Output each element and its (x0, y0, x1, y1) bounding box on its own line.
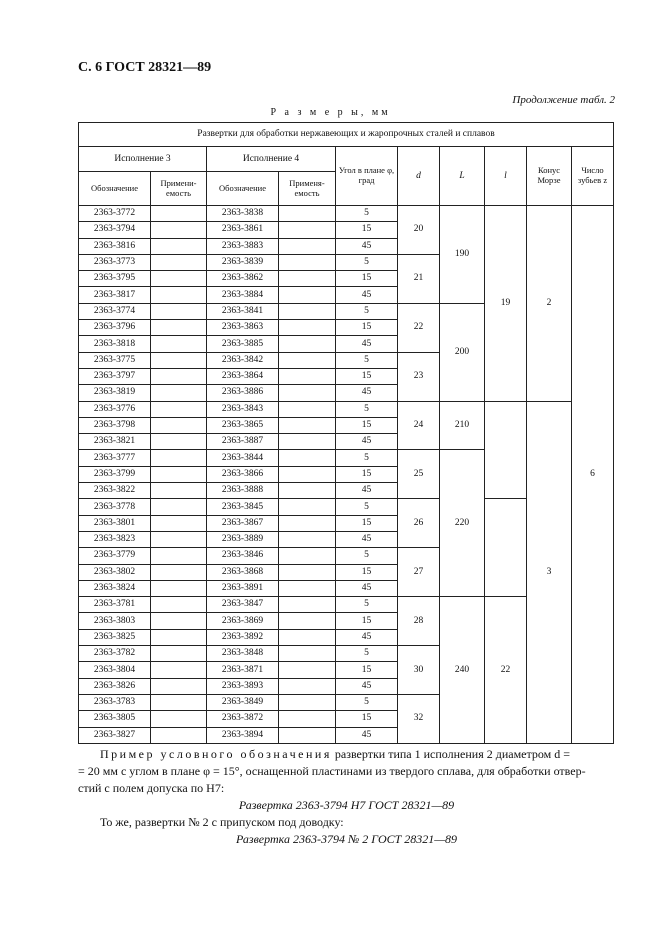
L-cell: 240 (440, 597, 485, 744)
designation-3: 2363-3799 (79, 466, 151, 482)
applicability-cell (279, 531, 336, 547)
designation-3: 2363-3817 (79, 287, 151, 303)
d-cell: 32 (398, 694, 440, 743)
designation-3: 2363-3826 (79, 678, 151, 694)
example-text: развертки типа 1 исполнения 2 диаметром d = (331, 747, 571, 761)
cone-cell: 3 (527, 401, 572, 743)
designation-3: 2363-3824 (79, 580, 151, 596)
applicability-cell (151, 385, 207, 401)
designation-4: 2363-3848 (207, 646, 279, 662)
applicability-cell (279, 466, 336, 482)
header-teeth: Число зубьев z (572, 147, 614, 206)
angle-cell: 15 (336, 466, 398, 482)
designation-3: 2363-3821 (79, 434, 151, 450)
sizes-label: Р а з м е р ы, мм (270, 107, 391, 118)
designation-3: 2363-3801 (79, 515, 151, 531)
applicability-cell (151, 271, 207, 287)
designation-3: 2363-3783 (79, 694, 151, 710)
header-exec4: Исполнение 4 (207, 147, 336, 172)
cone-cell: 2 (527, 206, 572, 402)
applicability-cell (279, 206, 336, 222)
applicability-cell (279, 548, 336, 564)
angle-cell: 45 (336, 385, 398, 401)
applicability-cell (279, 678, 336, 694)
angle-cell: 45 (336, 238, 398, 254)
applicability-cell (151, 254, 207, 270)
designation-example (78, 746, 615, 848)
example-line-3: стий с полем допуска по Н7: (78, 781, 225, 795)
applicability-cell (279, 368, 336, 384)
applicability-cell (151, 515, 207, 531)
designation-4: 2363-3838 (207, 206, 279, 222)
designation-4: 2363-3886 (207, 385, 279, 401)
applicability-cell (151, 629, 207, 645)
header-cone: Конус Морзе (527, 147, 572, 206)
designation-3: 2363-3803 (79, 613, 151, 629)
L-cell: 210 (440, 401, 485, 450)
designation-4: 2363-3883 (207, 238, 279, 254)
applicability-cell (151, 336, 207, 352)
designation-4: 2363-3893 (207, 678, 279, 694)
d-cell: 28 (398, 597, 440, 646)
designation-3: 2363-3776 (79, 401, 151, 417)
angle-cell: 45 (336, 727, 398, 743)
designation-3: 2363-3778 (79, 499, 151, 515)
angle-cell: 15 (336, 271, 398, 287)
designation-3: 2363-3781 (79, 597, 151, 613)
designation-3: 2363-3798 (79, 417, 151, 433)
designation-3: 2363-3802 (79, 564, 151, 580)
table-body (79, 206, 614, 744)
l-cell (485, 499, 527, 597)
designation-example-2: Развертка 2363-3794 № 2 ГОСТ 28321—89 (236, 832, 457, 846)
L-cell: 190 (440, 206, 485, 304)
angle-cell: 5 (336, 450, 398, 466)
designation-3: 2363-3774 (79, 303, 151, 319)
designation-4: 2363-3845 (207, 499, 279, 515)
teeth-cell: 6 (572, 206, 614, 744)
applicability-cell (151, 646, 207, 662)
applicability-cell (279, 222, 336, 238)
angle-cell: 45 (336, 629, 398, 645)
angle-cell: 45 (336, 531, 398, 547)
angle-cell: 15 (336, 222, 398, 238)
applicability-cell (279, 613, 336, 629)
applicability-cell (279, 417, 336, 433)
designation-4: 2363-3884 (207, 287, 279, 303)
applicability-cell (151, 597, 207, 613)
applicability-cell (279, 515, 336, 531)
applicability-cell (151, 303, 207, 319)
header-angle: Угол в плане φ, град (336, 147, 398, 206)
designation-example-1: Развертка 2363-3794 Н7 ГОСТ 28321—89 (238, 798, 455, 812)
applicability-cell (151, 694, 207, 710)
designation-4: 2363-3865 (207, 417, 279, 433)
designation-3: 2363-3795 (79, 271, 151, 287)
page-header: С. 6 ГОСТ 28321—89 (78, 60, 212, 75)
table-group-title: Развертки для обработки нержавеющих и жаропрочных сталей и сплавов (79, 123, 614, 147)
applicability-cell (279, 352, 336, 368)
angle-cell: 5 (336, 548, 398, 564)
designation-4: 2363-3872 (207, 711, 279, 727)
applicability-cell (279, 727, 336, 743)
applicability-cell (279, 694, 336, 710)
applicability-cell (279, 238, 336, 254)
d-cell: 24 (398, 401, 440, 450)
applicability-cell (279, 597, 336, 613)
applicability-cell (151, 499, 207, 515)
designation-3: 2363-3818 (79, 336, 151, 352)
d-cell: 25 (398, 450, 440, 499)
designation-4: 2363-3871 (207, 662, 279, 678)
designation-3: 2363-3775 (79, 352, 151, 368)
header-designation-3: Обозначение (79, 172, 151, 206)
header-L: L (440, 147, 485, 206)
applicability-cell (151, 450, 207, 466)
angle-cell: 15 (336, 613, 398, 629)
designation-4: 2363-3891 (207, 580, 279, 596)
designation-3: 2363-3825 (79, 629, 151, 645)
designation-3: 2363-3797 (79, 368, 151, 384)
designation-3: 2363-3782 (79, 646, 151, 662)
designation-3: 2363-3777 (79, 450, 151, 466)
designation-3: 2363-3822 (79, 483, 151, 499)
l-cell (485, 401, 527, 499)
applicability-cell (151, 466, 207, 482)
applicability-cell (279, 483, 336, 499)
designation-4: 2363-3863 (207, 320, 279, 336)
designation-4: 2363-3861 (207, 222, 279, 238)
applicability-cell (151, 613, 207, 629)
designation-4: 2363-3839 (207, 254, 279, 270)
reamer-spec-table (78, 122, 614, 744)
designation-4: 2363-3889 (207, 531, 279, 547)
applicability-cell (151, 320, 207, 336)
applicability-cell (151, 678, 207, 694)
angle-cell: 5 (336, 206, 398, 222)
applicability-cell (151, 662, 207, 678)
designation-4: 2363-3887 (207, 434, 279, 450)
angle-cell: 5 (336, 254, 398, 270)
example-line-2: = 20 мм с углом в плане φ = 15°, оснащенной пластинами из твердого сплава, для обработки отвер- (78, 764, 586, 778)
designation-3: 2363-3779 (79, 548, 151, 564)
designation-3: 2363-3796 (79, 320, 151, 336)
d-cell: 21 (398, 254, 440, 303)
applicability-cell (279, 580, 336, 596)
angle-cell: 15 (336, 515, 398, 531)
angle-cell: 45 (336, 580, 398, 596)
applicability-cell (151, 206, 207, 222)
applicability-cell (151, 727, 207, 743)
designation-4: 2363-3842 (207, 352, 279, 368)
designation-4: 2363-3844 (207, 450, 279, 466)
designation-4: 2363-3888 (207, 483, 279, 499)
designation-4: 2363-3885 (207, 336, 279, 352)
angle-cell: 5 (336, 694, 398, 710)
designation-4: 2363-3866 (207, 466, 279, 482)
angle-cell: 5 (336, 499, 398, 515)
designation-3: 2363-3819 (79, 385, 151, 401)
table-continuation-label: Продолжение табл. 2 (512, 94, 615, 106)
designation-3: 2363-3773 (79, 254, 151, 270)
d-cell: 30 (398, 646, 440, 695)
designation-3: 2363-3805 (79, 711, 151, 727)
designation-4: 2363-3843 (207, 401, 279, 417)
header-l: l (485, 147, 527, 206)
applicability-cell (279, 564, 336, 580)
angle-cell: 15 (336, 417, 398, 433)
applicability-cell (151, 222, 207, 238)
designation-3: 2363-3794 (79, 222, 151, 238)
applicability-cell (151, 417, 207, 433)
designation-4: 2363-3892 (207, 629, 279, 645)
angle-cell: 45 (336, 336, 398, 352)
designation-4: 2363-3847 (207, 597, 279, 613)
applicability-cell (279, 287, 336, 303)
applicability-cell (151, 287, 207, 303)
designation-3: 2363-3827 (79, 727, 151, 743)
angle-cell: 15 (336, 564, 398, 580)
applicability-cell (151, 531, 207, 547)
designation-4: 2363-3869 (207, 613, 279, 629)
angle-cell: 5 (336, 597, 398, 613)
applicability-cell (151, 401, 207, 417)
applicability-cell (279, 434, 336, 450)
angle-cell: 15 (336, 662, 398, 678)
designation-3: 2363-3772 (79, 206, 151, 222)
angle-cell: 15 (336, 320, 398, 336)
designation-4: 2363-3868 (207, 564, 279, 580)
applicability-cell (279, 303, 336, 319)
applicability-cell (279, 271, 336, 287)
designation-4: 2363-3867 (207, 515, 279, 531)
header-applicability-3: Примени-емость (151, 172, 207, 206)
applicability-cell (151, 580, 207, 596)
angle-cell: 45 (336, 434, 398, 450)
applicability-cell (279, 662, 336, 678)
designation-4: 2363-3862 (207, 271, 279, 287)
angle-cell: 45 (336, 287, 398, 303)
designation-4: 2363-3894 (207, 727, 279, 743)
applicability-cell (279, 499, 336, 515)
example-line-4: То же, развертки № 2 с припуском под доводку: (100, 815, 344, 829)
applicability-cell (279, 336, 336, 352)
d-cell: 26 (398, 499, 440, 548)
header-exec3: Исполнение 3 (79, 147, 207, 172)
l-cell: 22 (485, 597, 527, 744)
angle-cell: 5 (336, 646, 398, 662)
angle-cell: 15 (336, 368, 398, 384)
designation-4: 2363-3841 (207, 303, 279, 319)
designation-3: 2363-3804 (79, 662, 151, 678)
applicability-cell (279, 629, 336, 645)
header-designation-4: Обозначение (207, 172, 279, 206)
header-applicability-4: Применя-емость (279, 172, 336, 206)
header-d: d (398, 147, 440, 206)
applicability-cell (151, 711, 207, 727)
applicability-cell (151, 548, 207, 564)
angle-cell: 45 (336, 483, 398, 499)
applicability-cell (279, 450, 336, 466)
designation-4: 2363-3846 (207, 548, 279, 564)
example-heading: Пример условного обозначения (100, 747, 332, 761)
applicability-cell (279, 646, 336, 662)
angle-cell: 5 (336, 401, 398, 417)
designation-4: 2363-3849 (207, 694, 279, 710)
applicability-cell (279, 254, 336, 270)
designation-3: 2363-3823 (79, 531, 151, 547)
applicability-cell (279, 320, 336, 336)
table-row (79, 401, 614, 417)
applicability-cell (151, 483, 207, 499)
d-cell: 23 (398, 352, 440, 401)
designation-4: 2363-3864 (207, 368, 279, 384)
l-cell: 19 (485, 206, 527, 402)
d-cell: 20 (398, 206, 440, 255)
example-line-1 (78, 746, 615, 763)
applicability-cell (151, 352, 207, 368)
table-row (79, 206, 614, 222)
angle-cell: 5 (336, 352, 398, 368)
angle-cell: 15 (336, 711, 398, 727)
d-cell: 27 (398, 548, 440, 597)
applicability-cell (151, 564, 207, 580)
applicability-cell (279, 385, 336, 401)
applicability-cell (151, 238, 207, 254)
angle-cell: 5 (336, 303, 398, 319)
d-cell: 22 (398, 303, 440, 352)
applicability-cell (279, 711, 336, 727)
applicability-cell (151, 434, 207, 450)
applicability-cell (279, 401, 336, 417)
angle-cell: 45 (336, 678, 398, 694)
designation-3: 2363-3816 (79, 238, 151, 254)
L-cell: 200 (440, 303, 485, 401)
applicability-cell (151, 368, 207, 384)
L-cell: 220 (440, 450, 485, 597)
